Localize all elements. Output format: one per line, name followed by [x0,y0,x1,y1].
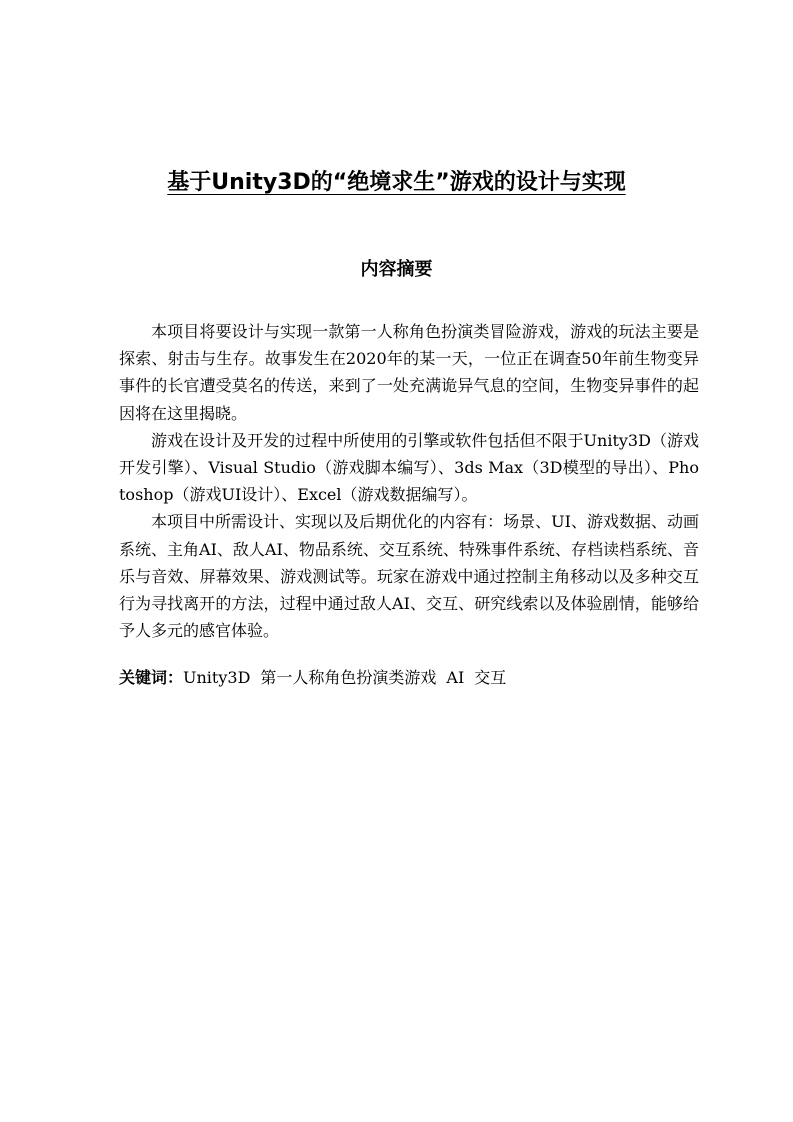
abstract-paragraph-3: 本项目中所需设计、实现以及后期优化的内容有：场景、UI、游戏数据、动画系统、主角AI、敌人AI、物品系统、交互系统、特殊事件系统、存档读档系统、音乐与音效、屏幕效果、游戏测试等。玩家在游戏中通过控制主角移动以及多种交互行为寻找离开的方法，过程中通过敌人AI、交互、研究线索以及体验剧情，能够给予人多元的感官体验。 [119,512,699,641]
keyword-2: 第一人称角色扮演类游戏 [260,668,437,687]
keyword-1: Unity3D [183,668,251,687]
keywords-label: 关键词： [119,668,184,687]
keyword-3: AI [446,668,465,687]
keywords-line [119,664,699,691]
abstract-body [119,318,699,644]
abstract-heading: 内容摘要 [360,259,433,280]
abstract-paragraph-2: 游戏在设计及开发的过程中所使用的引擎或软件包括但不限于Unity3D（游戏开发引擎）、Visual Studio（游戏脚本编写）、3ds Max（3D模型的导出）、Photoshop（游戏UI设计）、Excel（游戏数据编写）。 [119,430,699,505]
page-title-text: 基于Unity3D的“绝境求生”游戏的设计与实现 [167,170,626,195]
abstract-paragraph-1: 本项目将要设计与实现一款第一人称角色扮演类冒险游戏，游戏的玩法主要是探索、射击与生存。故事发生在2020年的某一天，一位正在调查50年前生物变异事件的长官遭受莫名的传送，来到了一处充满诡异气息的空间，生物变异事件的起因将在这里揭晓。 [119,322,699,423]
keyword-4: 交互 [474,668,507,687]
page-title [0,167,793,199]
